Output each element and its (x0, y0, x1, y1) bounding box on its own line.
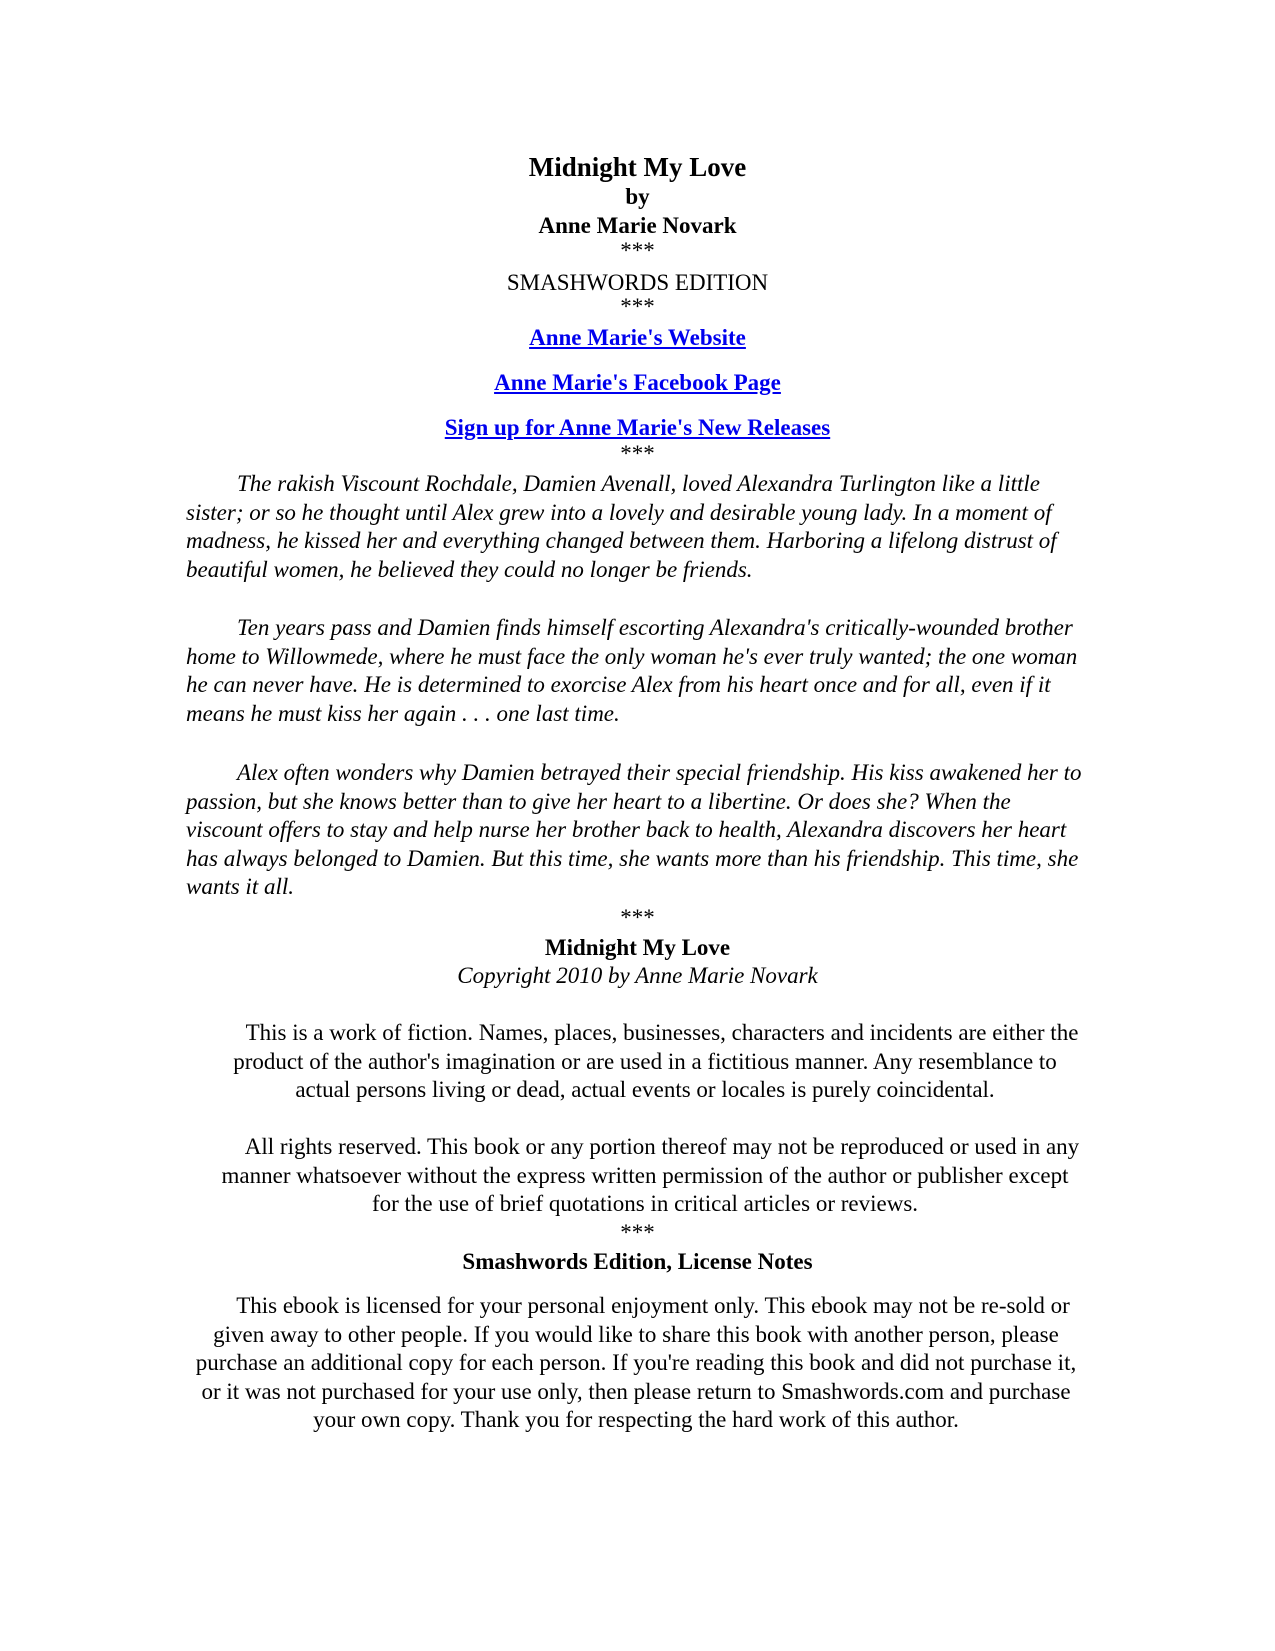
by-line: by (625, 184, 650, 209)
edition-label: SMASHWORDS EDITION (506, 270, 769, 295)
releases-link-line (0, 414, 1275, 442)
separator: *** (620, 1220, 655, 1245)
copyright-line: Copyright 2010 by Anne Marie Novark (457, 963, 818, 988)
website-link-line (0, 324, 1275, 352)
blurb-paragraph (186, 759, 1091, 902)
separator: *** (620, 238, 655, 263)
license-notice (194, 1292, 1078, 1435)
copyright-title: Midnight My Love (544, 935, 731, 960)
rights-notice-text: All rights reserved. This book or any portion thereof may not be reproduced or used in any manner whatsoever without the express written permission of the author or publisher except for the use of brief quotations in critical articles or reviews. (221, 1134, 1080, 1216)
facebook-link[interactable]: Anne Marie's Facebook Page (494, 370, 781, 395)
blurb-text: Ten years pass and Damien finds himself escorting Alexandra's critically-wounded brother home to Willowmede, where he must face the only woman he's ever truly wanted; the one woman he can never have. He is determined to exorcise Alex from his heart once and for all, even if it means he must kiss her again . . . one last time. (186, 615, 1078, 726)
blurb-paragraph (186, 614, 1091, 728)
fiction-notice-text: This is a work of fiction. Names, places, businesses, characters and incidents are either the product of the author's imagination or are used in a fictitious manner. Any resemblance to actual persons living or dead, actual events or locales is purely coincidental. (233, 1020, 1079, 1102)
blurb-paragraph (186, 470, 1091, 584)
blurb-text: Alex often wonders why Damien betrayed their special friendship. His kiss awakened her to passion, but she knows better than to give her heart to a libertine. Or does she? When the viscount offers to stay and help nurse her brother back to health, Alexandra discovers her heart has always belonged to Damien. But this time, she wants more than his friendship. This time, she wants it all. (186, 760, 1082, 899)
license-text: This ebook is licensed for your personal enjoyment only. This ebook may not be re-sold or given away to other people. If you would like to share this book with another person, please purchase an additional copy for each person. If you're reading this book and did not purchase it, or it was not purchased for your use only, then please return to Smashwords.com and purchase your own copy. Thank you for respecting the hard work of this author. (195, 1293, 1077, 1432)
separator: *** (620, 905, 655, 930)
new-releases-link[interactable]: Sign up for Anne Marie's New Releases (444, 415, 831, 440)
facebook-link-line (0, 369, 1275, 397)
separator: *** (620, 441, 655, 466)
blurb-text: The rakish Viscount Rochdale, Damien Avenall, loved Alexandra Turlington like a little sister; or so he thought until Alex grew into a lovely and desirable young lady. In a moment of madness, he kissed her and everything changed between them. Harboring a lifelong distrust of beautiful women, he believed they could no longer be friends. (186, 471, 1057, 582)
book-title: Midnight My Love (528, 152, 747, 182)
author-name: Anne Marie Novark (538, 213, 737, 238)
rights-notice (210, 1133, 1080, 1219)
website-link[interactable]: Anne Marie's Website (529, 325, 746, 350)
fiction-notice (210, 1019, 1080, 1105)
separator: *** (620, 294, 655, 319)
license-heading: Smashwords Edition, License Notes (462, 1249, 813, 1274)
